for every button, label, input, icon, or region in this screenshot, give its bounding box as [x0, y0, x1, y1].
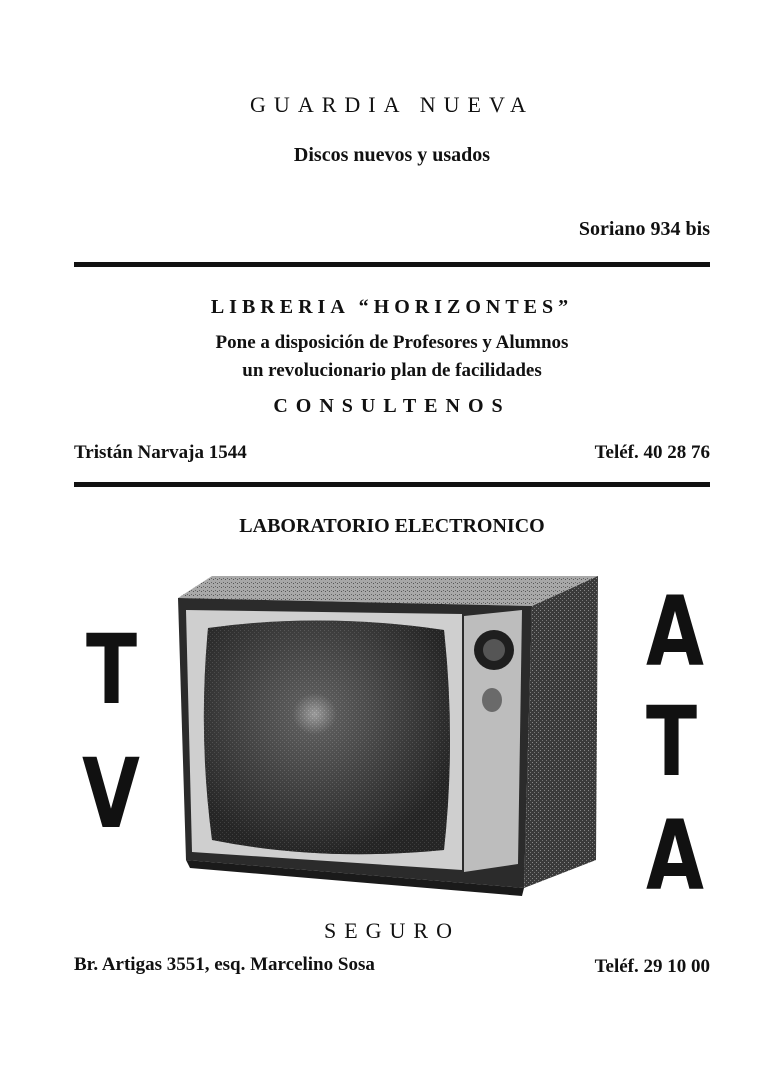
libreria-title: LIBRERIA “HORIZONTES”	[210, 296, 574, 318]
laboratorio-phone: Teléf. 29 10 00	[594, 956, 710, 977]
letter-a-right-1: A	[646, 576, 704, 688]
libreria-address: Tristán Narvaja 1544	[74, 442, 247, 463]
letter-a-right-2: A	[646, 800, 704, 912]
letter-t-left: T	[86, 614, 138, 726]
seguro-slogan: SEGURO	[323, 918, 460, 943]
television-set-illustration	[172, 570, 602, 900]
libreria-phone: Teléf. 40 28 76	[594, 442, 710, 463]
laboratorio-title: LABORATORIO ELECTRONICO	[239, 515, 545, 537]
guardia-nueva-title: GUARDIA NUEVA	[250, 92, 534, 117]
divider-2	[74, 482, 710, 487]
guardia-nueva-address: Soriano 934 bis	[578, 218, 710, 240]
guardia-nueva-subtitle: Discos nuevos y usados	[293, 144, 491, 166]
libreria-line-2: un revolucionario plan de facilidades	[242, 360, 542, 381]
libreria-line-1: Pone a disposición de Profesores y Alumnos	[215, 332, 569, 353]
letter-v-left: V	[82, 738, 140, 850]
letter-t-right: T	[646, 686, 698, 798]
libreria-consultenos: CONSULTENOS	[273, 395, 511, 417]
laboratorio-address: Br. Artigas 3551, esq. Marcelino Sosa	[74, 954, 375, 975]
divider-1	[74, 262, 710, 267]
